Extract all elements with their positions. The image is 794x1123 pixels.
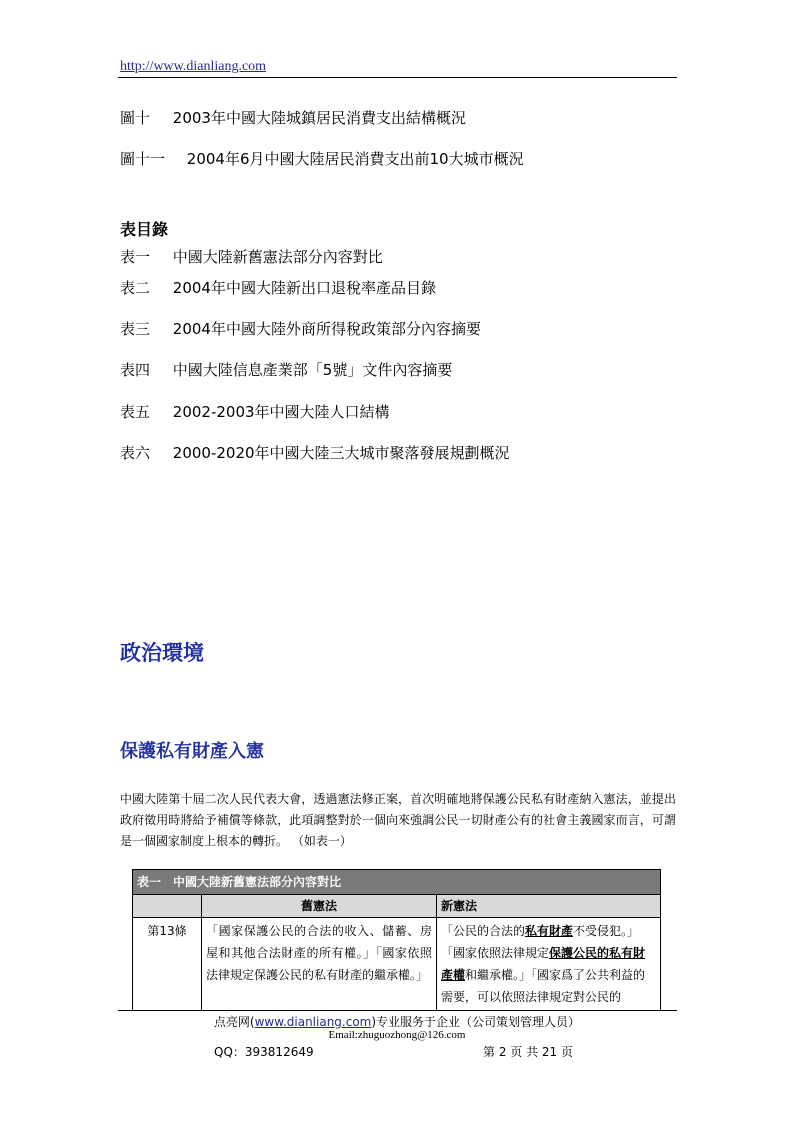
figure-label: 圖十一: [120, 150, 166, 168]
new-text-emphasis: 保護公民的私有財產權: [441, 946, 646, 982]
table-list-item: [120, 246, 383, 267]
comparison-table: [132, 869, 661, 1011]
table-list-item: [120, 277, 436, 298]
table-label: 表六: [120, 444, 151, 462]
header-divider: [118, 77, 677, 78]
figure-title: 2003年中國大陸城鎮居民消費支出結構概況: [172, 109, 466, 127]
new-text-emphasis: 私有財產: [525, 924, 574, 938]
figure-list-item: [120, 148, 524, 169]
new-text-segment: 和繼承權。」「國家爲了公共利益的需要，可以依照法律規定對公民的: [441, 968, 646, 1004]
table-title: 2000-2020年中國大陸三大城市聚落發展規劃概況: [172, 444, 510, 462]
table-label: 表四: [120, 361, 151, 379]
table-header-row: [133, 895, 661, 918]
footer-site-name: 点亮网(: [213, 1015, 255, 1029]
footer-qq: QQ：393812649: [214, 1045, 314, 1059]
figure-title: 2004年6月中國大陸居民消費支出前10大城市概況: [186, 150, 524, 168]
table-list-item: [120, 359, 452, 380]
table-list-item: [120, 442, 510, 463]
section-heading: 政治環境: [120, 641, 204, 665]
table-row: [133, 918, 661, 1011]
cell-new-text: [437, 918, 661, 1011]
table-list-title: 表目錄: [120, 220, 169, 239]
footer-service-text: )专业服务于企业（公司策划管理人员）: [371, 1015, 581, 1029]
body-paragraph: 中國大陸第十屆二次人民代表大會，透過憲法修正案，首次明確地將保護公民私有財產納入憲法，並提出政府徵用時將給予補償等條款，此項調整對於一個向來強調公民一切財產公有的社會主義國家而言，可謂是一個國家制度上根本的轉折。 （如表一）: [120, 792, 676, 848]
table-title: 中國大陸新舊憲法部分內容對比: [172, 248, 383, 266]
header-old-constitution: 舊憲法: [202, 895, 437, 918]
new-text-segment: 不受侵犯。」「國家依照法律規定: [441, 924, 640, 960]
header-url-link[interactable]: http://www.dianliang.com: [120, 59, 267, 74]
page-number: 第 2 页 共 21 页: [483, 1045, 573, 1059]
table-label: 表一: [120, 248, 151, 266]
footer-email: Email:zhuguozhong@126.com: [328, 1029, 466, 1041]
table-title: 中國大陸信息產業部「5號」文件內容摘要: [172, 361, 453, 379]
header-new-constitution: 新憲法: [437, 895, 661, 918]
table-label: 表三: [120, 320, 151, 338]
section-subheading: 保護私有財產入憲: [120, 741, 264, 762]
footer-service-line: [0, 1013, 794, 1030]
figure-list-item: [120, 107, 466, 128]
table-list-item: [120, 318, 481, 339]
table-label: 表五: [120, 403, 151, 421]
cell-article: 第13條: [133, 918, 202, 1011]
cell-old-text: 「國家保護公民的合法的收入、儲蓄、房屋和其他合法財產的所有權。」「國家依照法律規定保護公民的私有財產的繼承權。」: [202, 918, 437, 1011]
table-label: 表二: [120, 279, 151, 297]
footer-url-link[interactable]: www.dianliang.com: [254, 1015, 372, 1029]
table-list-item: [120, 401, 390, 422]
header-article: [133, 895, 202, 918]
table-title: 2004年中國大陸新出口退稅率產品目錄: [172, 279, 436, 297]
new-text-segment: 「公民的合法的: [441, 924, 526, 938]
table-title: 2002-2003年中國大陸人口結構: [172, 403, 390, 421]
footer-divider: [118, 1010, 677, 1011]
table-caption: 表一 中國大陸新舊憲法部分內容對比: [133, 870, 661, 895]
table-title: 2004年中國大陸外商所得稅政策部分內容摘要: [172, 320, 481, 338]
figure-label: 圖十: [120, 109, 151, 127]
